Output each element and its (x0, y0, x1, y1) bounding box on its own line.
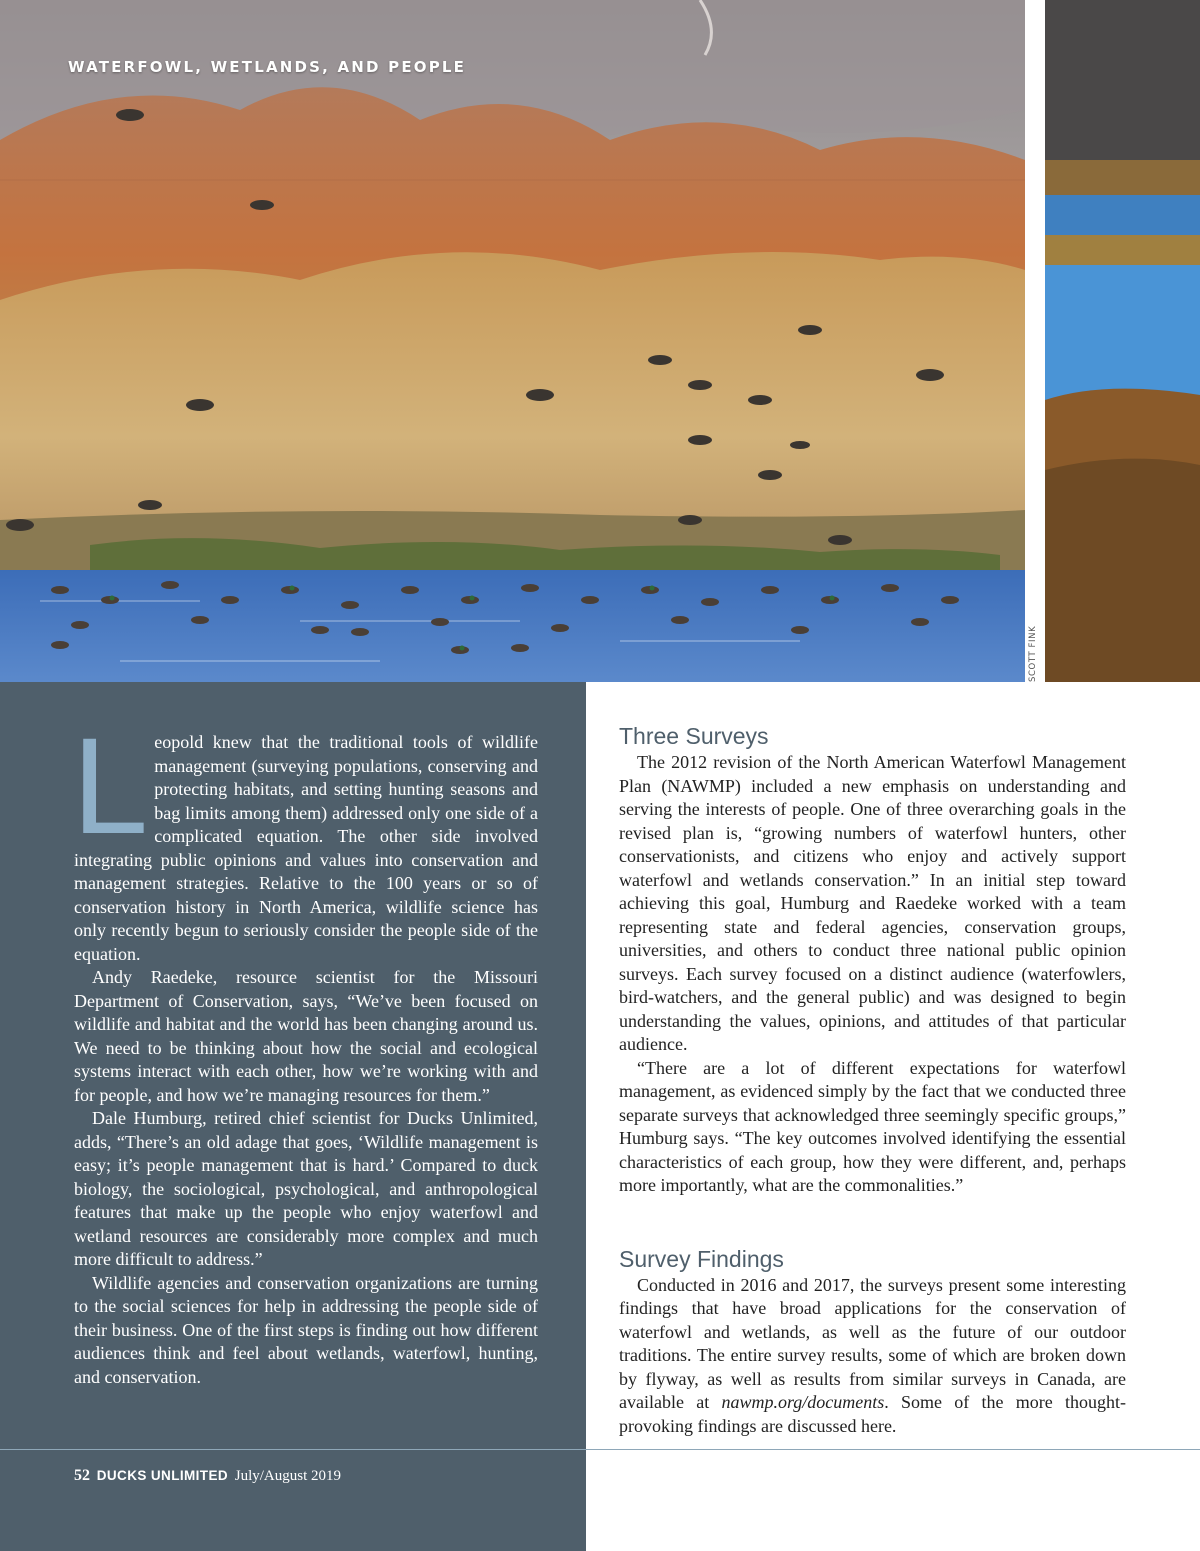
magazine-name: DUCKS UNLIMITED (96, 1468, 228, 1483)
section-label: WATERFOWL, WETLANDS, AND PEOPLE (68, 58, 467, 76)
paragraph-text: . Some of the more thought-provoking findings are discussed here. (619, 1392, 1126, 1436)
paragraph-text: eopold knew that the traditional tools of wildlife management (surveying populations, conserving and protecting habitats, and setting hunting seasons and bag limits among them) addressed only one side of a complicated equation. The other side involved integrating public opinions and values into conservation and management strategies. Relative to the 100 years or so of conservation history in North America, wildlife science has only recently begun to seriously consider the people side of the equation. (74, 732, 538, 964)
paragraph: Wildlife agencies and conservation organizations are turning to the social sciences for help in addressing the people side of their business. One of the first steps is finding out how different audiences think and feel about wetlands, waterfowl, hunting, and conservation. (74, 1272, 538, 1387)
page-footer (74, 1467, 341, 1485)
issue-date: July/August 2019 (234, 1468, 342, 1484)
spacer (619, 1198, 1126, 1244)
drop-cap: L (72, 710, 149, 863)
paragraph-text: Conducted in 2016 and 2017, the surveys present some interesting findings that have broad applications for the conservation of waterfowl and wetlands, as well as the future of our outdoor traditions. The entire survey results, some of which are broken down by flyway, as well as results from similar surveys in Canada, are available at (619, 1274, 1126, 1412)
paragraph: Dale Humburg, retired chief scientist for Ducks Unlimited, adds, “There’s an old adage that goes, ‘Wildlife management is easy; it’s people management that is hard.’ Compared to duck biology, the sociological, psychological, and anthropological features that make up the people who enjoy waterfowl and wetland resources are considerably more complex and much more difficult to address.” (74, 1108, 538, 1269)
marsh-landscape-photo (1045, 0, 1200, 682)
paragraph: “There are a lot of different expectations for waterfowl management, as evidenced simply by the fact that we conducted three separate surveys that acknowledged three seemingly specific groups,” Humburg says. “The key outcomes involved identifying the essential characteristics of each group, how they were different, and, perhaps more importantly, what are the commonalities.” (619, 1057, 1126, 1195)
right-column (619, 721, 1126, 1438)
paragraph: The 2012 revision of the North American Waterfowl Management Plan (NAWMP) included a new emphasis on understanding and serving the interests of people. One of three overarching goals in the revised plan is, “growing numbers of waterfowl hunters, other conservationists, and citizens who enjoy and actively support waterfowl and wetlands conservation.” In an initial step toward achieving this goal, Humburg and Raedeke worked with a team representing state and federal agencies, conservation groups, universities, and others to conduct three national public opinion surveys. Each survey focused on a distinct audience (waterfowlers, bird-watchers, and the general public) and was designed to begin understanding the values, opinions, and attitudes of that particular audience. (619, 752, 1126, 1054)
section-heading: Survey Findings (619, 1245, 784, 1272)
side-photo (1045, 0, 1200, 682)
page-number: 52 (74, 1467, 90, 1484)
main-photo (0, 0, 1025, 682)
paragraph: Andy Raedeke, resource scientist for the Missouri Department of Conservation, says, “We’ve been focused on wildlife and habitat and the world has been changing around us. We need to be thinking about how the social and ecological systems interact with each other, how we’re working with and for people, and how we’re managing resources for them.” (74, 967, 538, 1105)
documents-link[interactable]: nawmp.org/documents (721, 1392, 885, 1412)
paragraph (619, 1274, 1126, 1439)
paragraph (72, 710, 538, 966)
left-column (72, 710, 538, 1389)
photo-credit-text: SCOTT FINK (1028, 625, 1038, 682)
footer-rule (0, 1449, 1200, 1450)
duck-marsh-photo (0, 0, 1025, 682)
section-heading: Three Surveys (619, 723, 769, 749)
